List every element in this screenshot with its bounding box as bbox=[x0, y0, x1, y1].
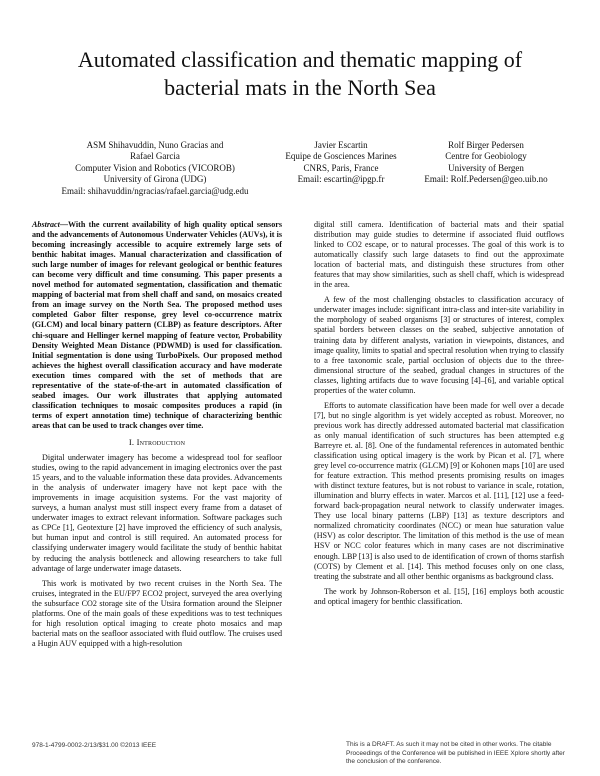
author-affiliation: Equipe de Gosciences Marines bbox=[285, 151, 397, 162]
author-email: Email: escartin@ipgp.fr bbox=[297, 174, 385, 185]
draft-notice: This is a DRAFT. As such it may not be cited in other works. The citable Proceedings of the Conference will be published in IEEE Xplore shortly after the conclusion of the conference. bbox=[346, 741, 565, 766]
body-paragraph: A few of the most challenging obstacles to classification accuracy of underwater images include: significant intra-class and inter-site variability in the morphology of seabed organisms [3] or structures of interest, complex spatial borders between classes on the seabed, subjective annotation of training data by different analysts, variation in viewpoints, distances, and image quality, limits to spatial and spectral resolution when trying to classify to a free taxonomic scale, partial occlusion of objects due to the three-dimensional structure of the seabed, gradual changes in structures of the classes, lighting artifacts due to wave focusing [4]–[6], and variable optical properties of the water column. bbox=[314, 295, 564, 395]
body-paragraph: The work by Johnson-Roberson et al. [15], [16] employs both acoustic and optical imagery for benthic classification. bbox=[314, 586, 564, 606]
copyright-footer: 978-1-4799-0002-2/13/$31.00 ©2013 IEEE bbox=[32, 742, 157, 749]
author-affiliation: University of Bergen bbox=[448, 162, 524, 173]
author-email: Email: shihavuddin/ngracias/rafael.garcia@udg.edu bbox=[61, 185, 249, 196]
right-column bbox=[314, 220, 564, 612]
author-line: Javier Escartin bbox=[314, 140, 368, 150]
abstract bbox=[32, 220, 282, 431]
author-affiliation: CNRS, Paris, France bbox=[303, 162, 379, 173]
paper-title: Automated classification and thematic mapping of bacterial mats in the North Sea bbox=[77, 47, 523, 100]
abstract-text: —With the current availability of high quality optical sensors and the advancements of Autonomous Underwater Vehicles (AUVs), it is becoming increasingly accessible to acquire extremely large sets of benthic habitat images. Manual characterization and classification of such large number of images for relevant geological or benthic features can become very difficult and time consuming. This paper presents a novel method for automated segmentation, classification and thematic mapping of bacterial mat from shell chaff and sand, on mosaics created from an image survey on the North Sea. The proposed method uses completed Gabor filter response, grey level co-occurrence matrix (GLCM) and local binary pattern (CLBP) as feature descriptors. After chi-square and Hellinger kernel mapping of feature vector, Probability Density Weighted Mean Distance (PDWMD) is used for classification. Initial segmentation is done using TurboPixels. Our proposed method achieves the highest overall classification accuracy and have moderate execution times compared with the set of methods that are representative of the state-of-the-art in automated classification of seabed images. Our work illustrates that applying automated classification techniques to mosaic composites produces a rapid (in terms of expert annotation time) technique of characterizing benthic areas that can be used to track changes over time. bbox=[32, 220, 282, 430]
author-affiliation: Computer Vision and Robotics (VICOROB) bbox=[75, 162, 235, 173]
body-paragraph: digital still camera. Identification of bacterial mats and their spatial distribution may guide studies to determine if associated fluid outflows linked to CO2 escape, or to natural processes. The goal of this work is to automatically classify such large datasets to find out the approximate location of bacterial mats, and distinguish these structures from other features that may show similarities, such as shell chaff, which is widespread in the area. bbox=[314, 220, 564, 290]
author-block bbox=[40, 140, 560, 210]
author-line: ASM Shihavuddin, Nuno Gracias and bbox=[86, 140, 224, 150]
author-group-2 bbox=[276, 140, 406, 186]
author-email: Email: Rolf.Pedersen@geo.uib.no bbox=[424, 174, 548, 185]
abstract-label: Abstract bbox=[32, 220, 60, 229]
author-affiliation: University of Girona (UDG) bbox=[103, 174, 207, 185]
author-affiliation: Centre for Geobiology bbox=[445, 151, 527, 162]
body-paragraph: Digital underwater imagery has become a widespread tool for seafloor studies, owing to the rapid advancement in imaging electronics over the past 15 years, and to the valuable information these data provides. Advancements in the analysis of underwater imagery have not kept pace with the improvements in image acquisition systems. For the vast majority of surveys, a human analyst must still inspect every frame from a dataset of underwater images to extract relevant information. Software packages such as CPCe [1], Geotexture [2] have improved the efficiency of such analysis, but human input and control is still required. An automated process for classifying underwater imagery would facilitate the study of benthic habitat by reducing the analysis bottleneck and allowing researchers to take full advantage of large underwater image datasets. bbox=[32, 453, 282, 573]
left-column bbox=[32, 220, 282, 654]
author-line: Rolf Birger Pedersen bbox=[448, 140, 524, 150]
body-paragraph: Efforts to automate classification have been made for well over a decade [7], but no single algorithm is yet widely accepted as robust. Moreover, no previous work has directly addressed automated bacterial mat classification as only manual identification of such structures has been attempted e.g Barreyre et. al. [8]. One of the fundamental references in automated benthic classification using optical imagery is the work by Pican et al. [7], where grey level co-occurrence matrix (GLCM) [9] or Kohonen maps [10] are used for feature extraction. This method presents promising results on images with distinct texture features, but is not robust to variance in scale, rotation, illumination and blurry effects in water. Marcos et al. [11], [12] use a feed-forward back-propagation neural network to classify underwater images. They use local binary patterns (LBP) [13] as texture descriptors and normalized chromaticity coordinates (NCC) or mean hue saturation value (HSV) as color descriptor. The limitation of this method is the use of mean HSV or NCC color features which in many cases are not discriminative enough. LBP [13] is also used to de identification of crown of thorns starfish (COTS) by Clement et al. [14]. This method focuses only on one class, treating the substrate and all other benthic organisms as background class. bbox=[314, 400, 564, 581]
section-heading-introduction: I. Introduction bbox=[128, 436, 186, 447]
author-group-3 bbox=[412, 140, 560, 186]
author-line: Rafael Garcia bbox=[130, 151, 180, 162]
author-group-1 bbox=[40, 140, 270, 197]
body-paragraph: This work is motivated by two recent cruises in the North Sea. The cruises, integrated in the EU/FP7 ECO2 project, surveyed the area overlying the subsurface CO2 storage site of the Utsira formation around the Sleipner platforms. One of the main goals of these expeditions was to test techniques for high resolution optical imaging to create photo mosaics and map bacterial mats on the seafloor associated with fluid outflow. The cruises used a Hugin AUV equipped with a high-resolution bbox=[32, 578, 282, 648]
